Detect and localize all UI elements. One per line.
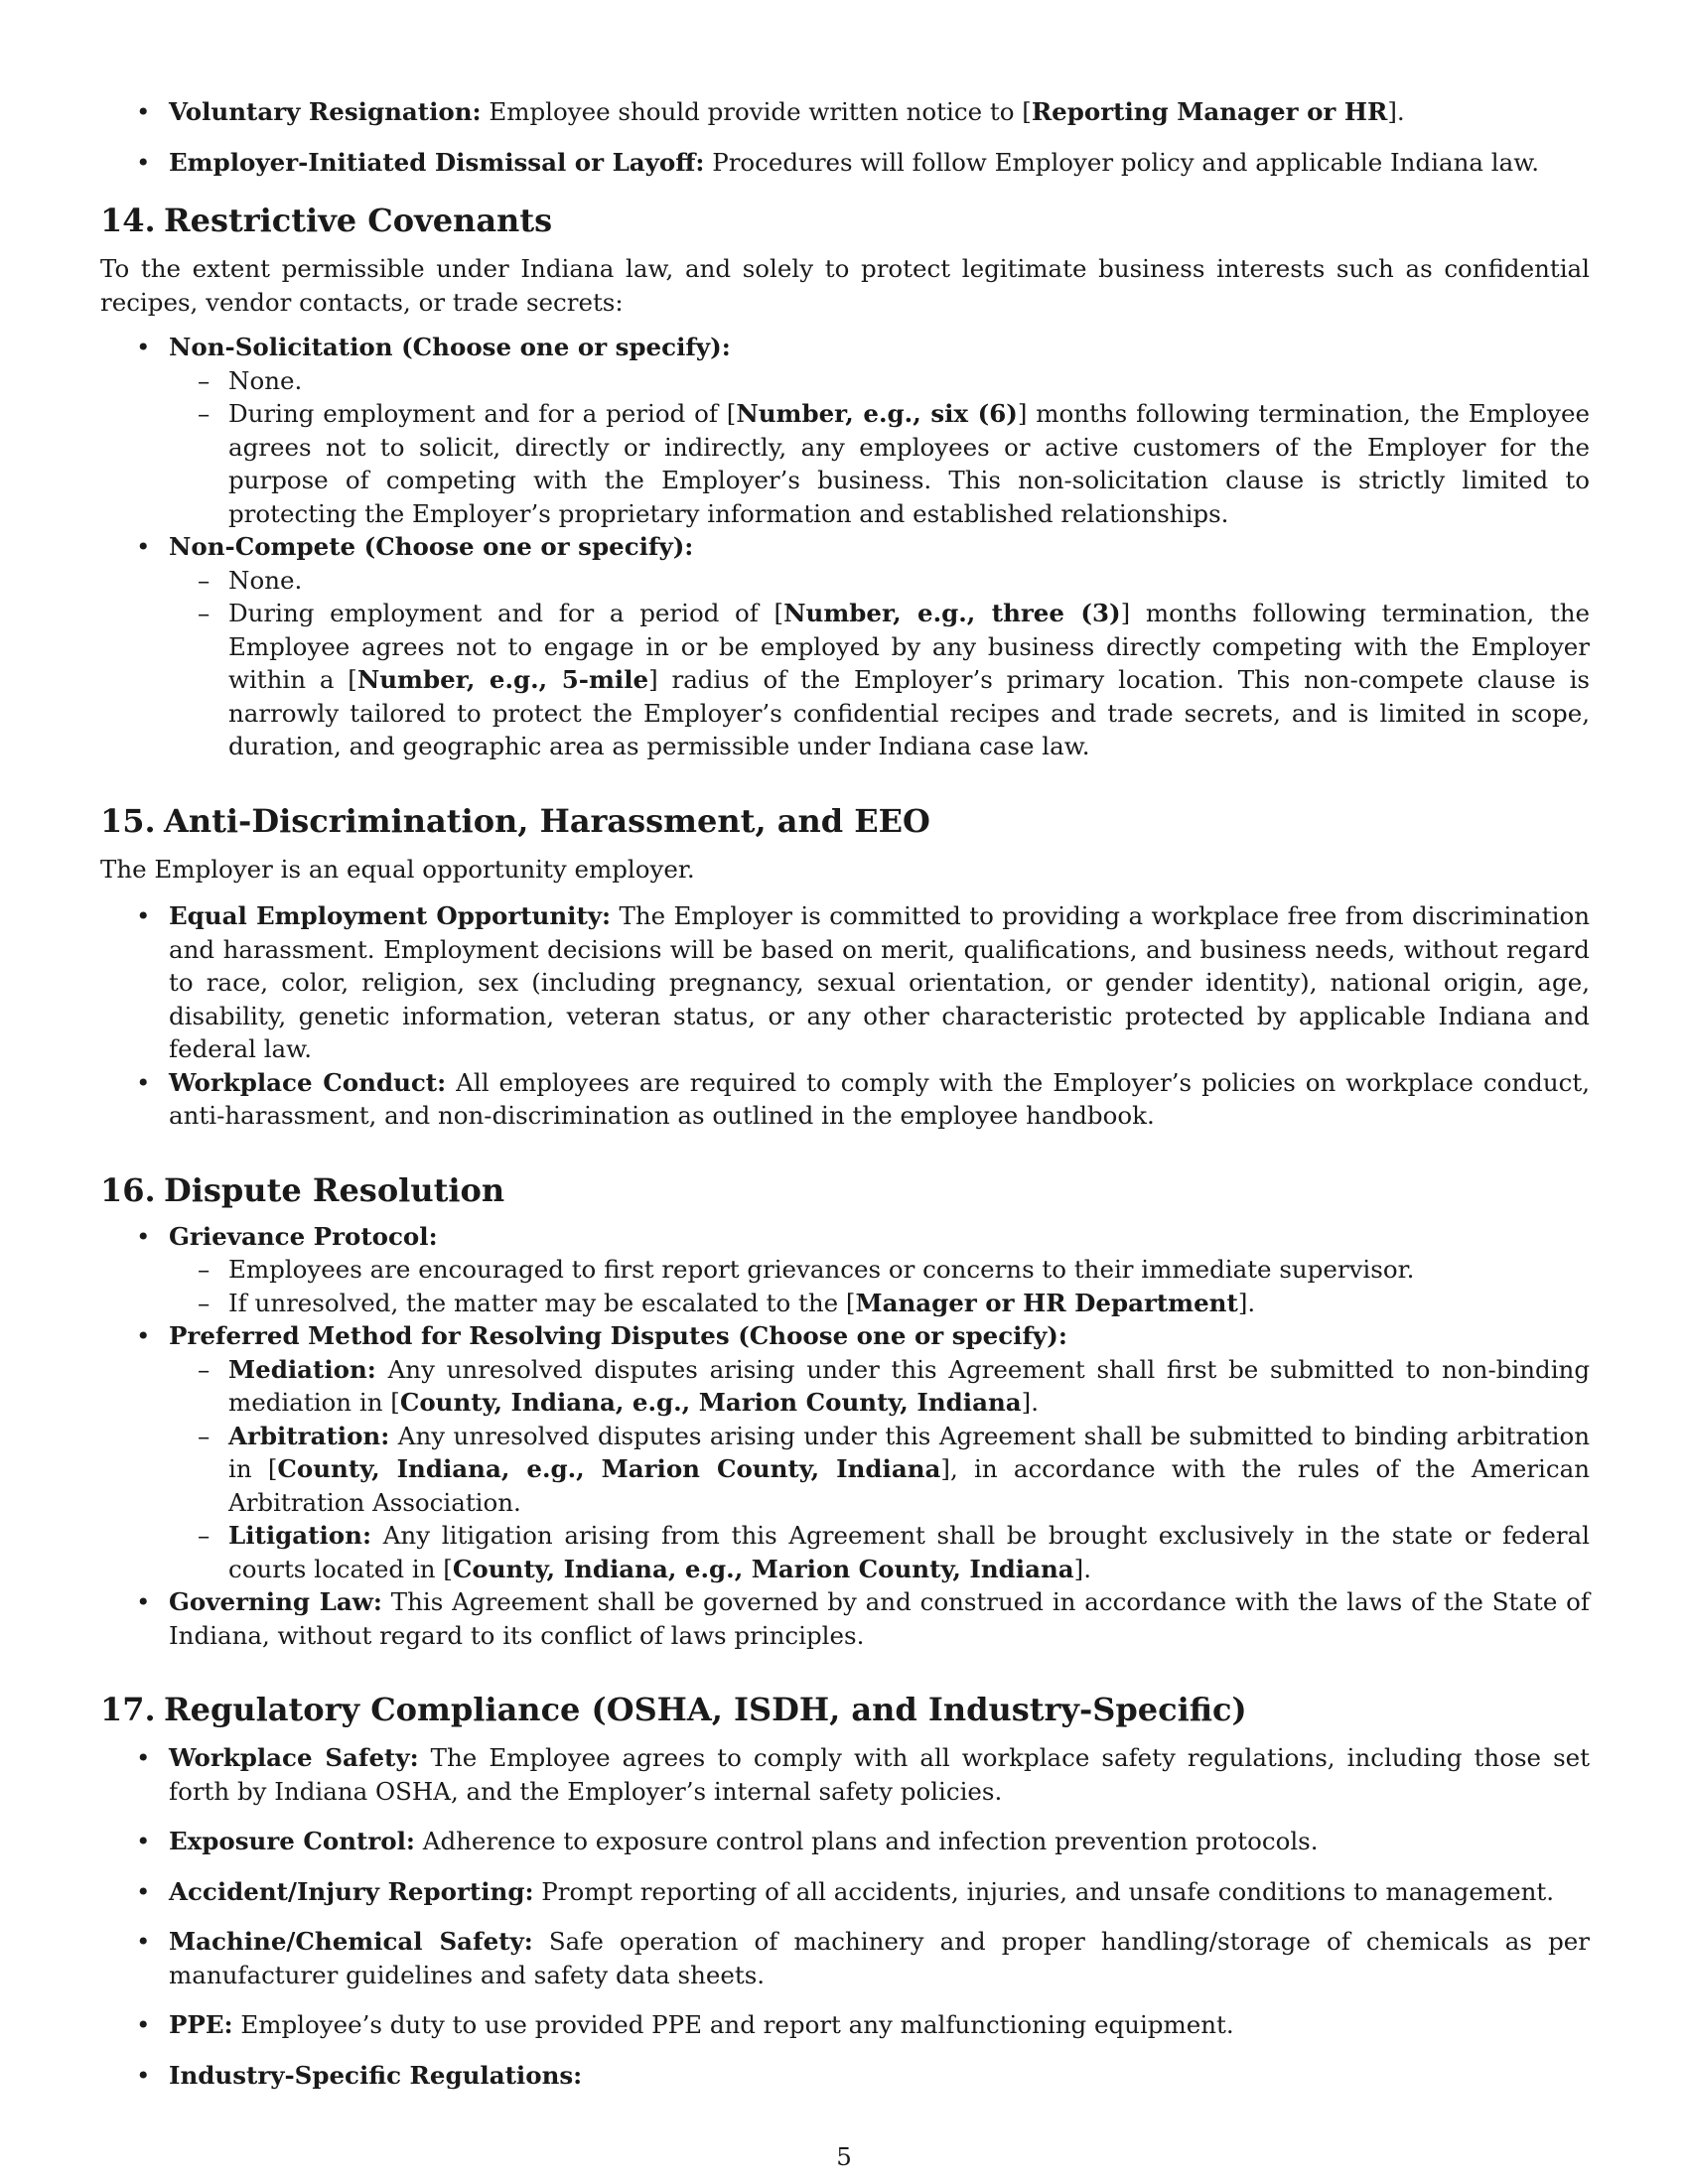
sub-list-item: – If unresolved, the matter may be escalated to the [Manager or HR Department]. xyxy=(169,1287,1590,1320)
sub-list-item: – None. xyxy=(169,564,1590,598)
sub-list xyxy=(169,364,1590,531)
placeholder: Number, e.g., three (3) xyxy=(783,599,1121,627)
term-label: Litigation: xyxy=(228,1521,371,1550)
list-item xyxy=(100,1319,1590,1585)
list-item: • Machine/Chemical Safety: Safe operation of machinery and proper handling/storage of chemicals as per manufacturer guidelines and safety data sheets. xyxy=(100,1925,1590,1991)
section-heading-16: 16. Dispute Resolution xyxy=(100,1170,505,1209)
term-label: Grievance Protocol: xyxy=(169,1221,438,1251)
dispute-list xyxy=(100,1220,1590,1653)
placeholder: County, Indiana, e.g., Marion County, Indiana xyxy=(399,1388,1022,1417)
list-item: • Accident/Injury Reporting: Prompt reporting of all accidents, injuries, and unsafe conditions to management. xyxy=(100,1875,1590,1909)
term-label: Equal Employment Opportunity: xyxy=(169,901,612,930)
page-number: 5 xyxy=(836,2142,852,2171)
term-label: Workplace Safety: xyxy=(169,1743,419,1772)
sub-list-item: – None. xyxy=(169,364,1590,398)
termination-list xyxy=(100,95,1590,179)
term-label: Voluntary Resignation: xyxy=(169,97,482,126)
placeholder: County, Indiana, e.g., Marion County, Indiana xyxy=(452,1554,1074,1583)
term-label: Employer-Initiated Dismissal or Layoff: xyxy=(169,147,705,177)
list-item: • PPE: Employee’s duty to use provided PPE and report any malfunctioning equipment. xyxy=(100,2008,1590,2042)
covenants-list xyxy=(100,331,1590,763)
term-label: Arbitration: xyxy=(228,1421,390,1450)
term-label: Industry-Specific Regulations: xyxy=(169,2060,583,2090)
placeholder: Reporting Manager or HR xyxy=(1031,97,1388,126)
sub-list xyxy=(169,1353,1590,1586)
section-heading-14: 14. Restrictive Covenants xyxy=(100,202,553,239)
section-intro: The Employer is an equal opportunity employer. xyxy=(100,854,695,884)
placeholder: Manager or HR Department xyxy=(855,1288,1238,1317)
list-item: • Workplace Conduct: All employees are required to comply with the Employer’s policies on workplace conduct, anti-harassment, and non-discrimination as outlined in the employee handbook. xyxy=(100,1066,1590,1133)
section-heading-17: 17. Regulatory Compliance (OSHA, ISDH, and Industry-Specific) xyxy=(100,1691,1247,1728)
list-item xyxy=(100,1220,1590,1320)
document-page xyxy=(100,95,1590,2109)
list-item: • Exposure Control: Adherence to exposure control plans and infection prevention protocols. xyxy=(100,1825,1590,1858)
sub-list-item: – Arbitration: Any unresolved disputes arising under this Agreement shall be submitted to binding arbitration in [County, Indiana, e.g., Marion County, Indiana], in accordance with the rules of the American Arbitration Association. xyxy=(169,1420,1590,1520)
list-item: • Governing Law: This Agreement shall be governed by and construed in accordance with the laws of the State of Indiana, without regard to its conflict of laws principles. xyxy=(100,1585,1590,1652)
term-label: Accident/Injury Reporting: xyxy=(169,1876,534,1906)
term-label: Non-Solicitation (Choose one or specify): xyxy=(169,333,731,361)
term-label: Exposure Control: xyxy=(169,1827,415,1855)
list-item: • Voluntary Resignation: Employee should provide written notice to [Reporting Manager or HR]. xyxy=(100,95,1590,129)
list-item xyxy=(100,530,1590,763)
term-label: Workplace Conduct: xyxy=(169,1067,447,1097)
sub-list xyxy=(169,564,1590,763)
placeholder: Number, e.g., six (6) xyxy=(736,399,1018,428)
list-item: • Equal Employment Opportunity: The Employer is committed to providing a workplace free from discrimination and harassment. Employment decisions will be based on merit, qualifications, and business needs, without regard to race, color, religion, sex (including pregnancy, sexual orientation, or gender identity), national origin, age, disability, genetic information, veteran status, or any other characteristic protected by applicable Indiana and federal law. xyxy=(100,899,1590,1066)
list-item: • Employer-Initiated Dismissal or Layoff: Procedures will follow Employer policy and applicable Indiana law. xyxy=(100,146,1590,180)
term-label: Governing Law: xyxy=(169,1587,382,1616)
list-item xyxy=(100,2059,1590,2093)
placeholder: Number, e.g., 5-mile xyxy=(356,665,649,694)
sub-list-item: – During employment and for a period of [Number, e.g., six (6)] months following termination, the Employee agrees not to solicit, directly or indirectly, any employees or active customers of the Employer for the purpose of competing with the Employer’s business. This non-solicitation clause is strictly limited to protecting the Employer’s proprietary information and established relationships. xyxy=(169,397,1590,530)
eeo-list xyxy=(100,899,1590,1133)
placeholder: County, Indiana, e.g., Marion County, Indiana xyxy=(277,1454,941,1483)
sub-list xyxy=(169,1253,1590,1319)
sub-list-item: – Litigation: Any litigation arising from this Agreement shall be brought exclusively in the state or federal courts located in [County, Indiana, e.g., Marion County, Indiana]. xyxy=(169,1519,1590,1585)
compliance-list xyxy=(100,1741,1590,2092)
list-item xyxy=(100,331,1590,530)
term-label: Non-Compete (Choose one or specify): xyxy=(169,532,694,561)
term-label: Machine/Chemical Safety: xyxy=(169,1927,533,1956)
list-item: • Workplace Safety: The Employee agrees to comply with all workplace safety regulations, including those set forth by Indiana OSHA, and the Employer’s internal safety policies. xyxy=(100,1741,1590,1808)
term-label: PPE: xyxy=(169,2010,233,2039)
sub-list-item: – During employment and for a period of [Number, e.g., three (3)] months following termination, the Employee agrees not to engage in or be employed by any business directly competing with the Employer within a [Number, e.g., 5-mile] radius of the Employer’s primary location. This non-compete clause is narrowly tailored to protect the Employer’s confidential recipes and trade secrets, and is limited in scope, duration, and geographic area as permissible under Indiana case law. xyxy=(169,597,1590,763)
section-intro: To the extent permissible under Indiana law, and solely to protect legitimate business interests such as confidential recipes, vendor contacts, or trade secrets: xyxy=(100,254,1590,317)
sub-list-item: – Employees are encouraged to first report grievances or concerns to their immediate supervisor. xyxy=(169,1253,1590,1287)
term-label: Mediation: xyxy=(228,1354,376,1384)
section-heading-15: 15. Anti-Discrimination, Harassment, and EEO xyxy=(100,801,930,840)
term-label: Preferred Method for Resolving Disputes (Choose one or specify): xyxy=(169,1321,1067,1350)
sub-list-item: – Mediation: Any unresolved disputes arising under this Agreement shall first be submitted to non-binding mediation in [County, Indiana, e.g., Marion County, Indiana]. xyxy=(169,1353,1590,1420)
